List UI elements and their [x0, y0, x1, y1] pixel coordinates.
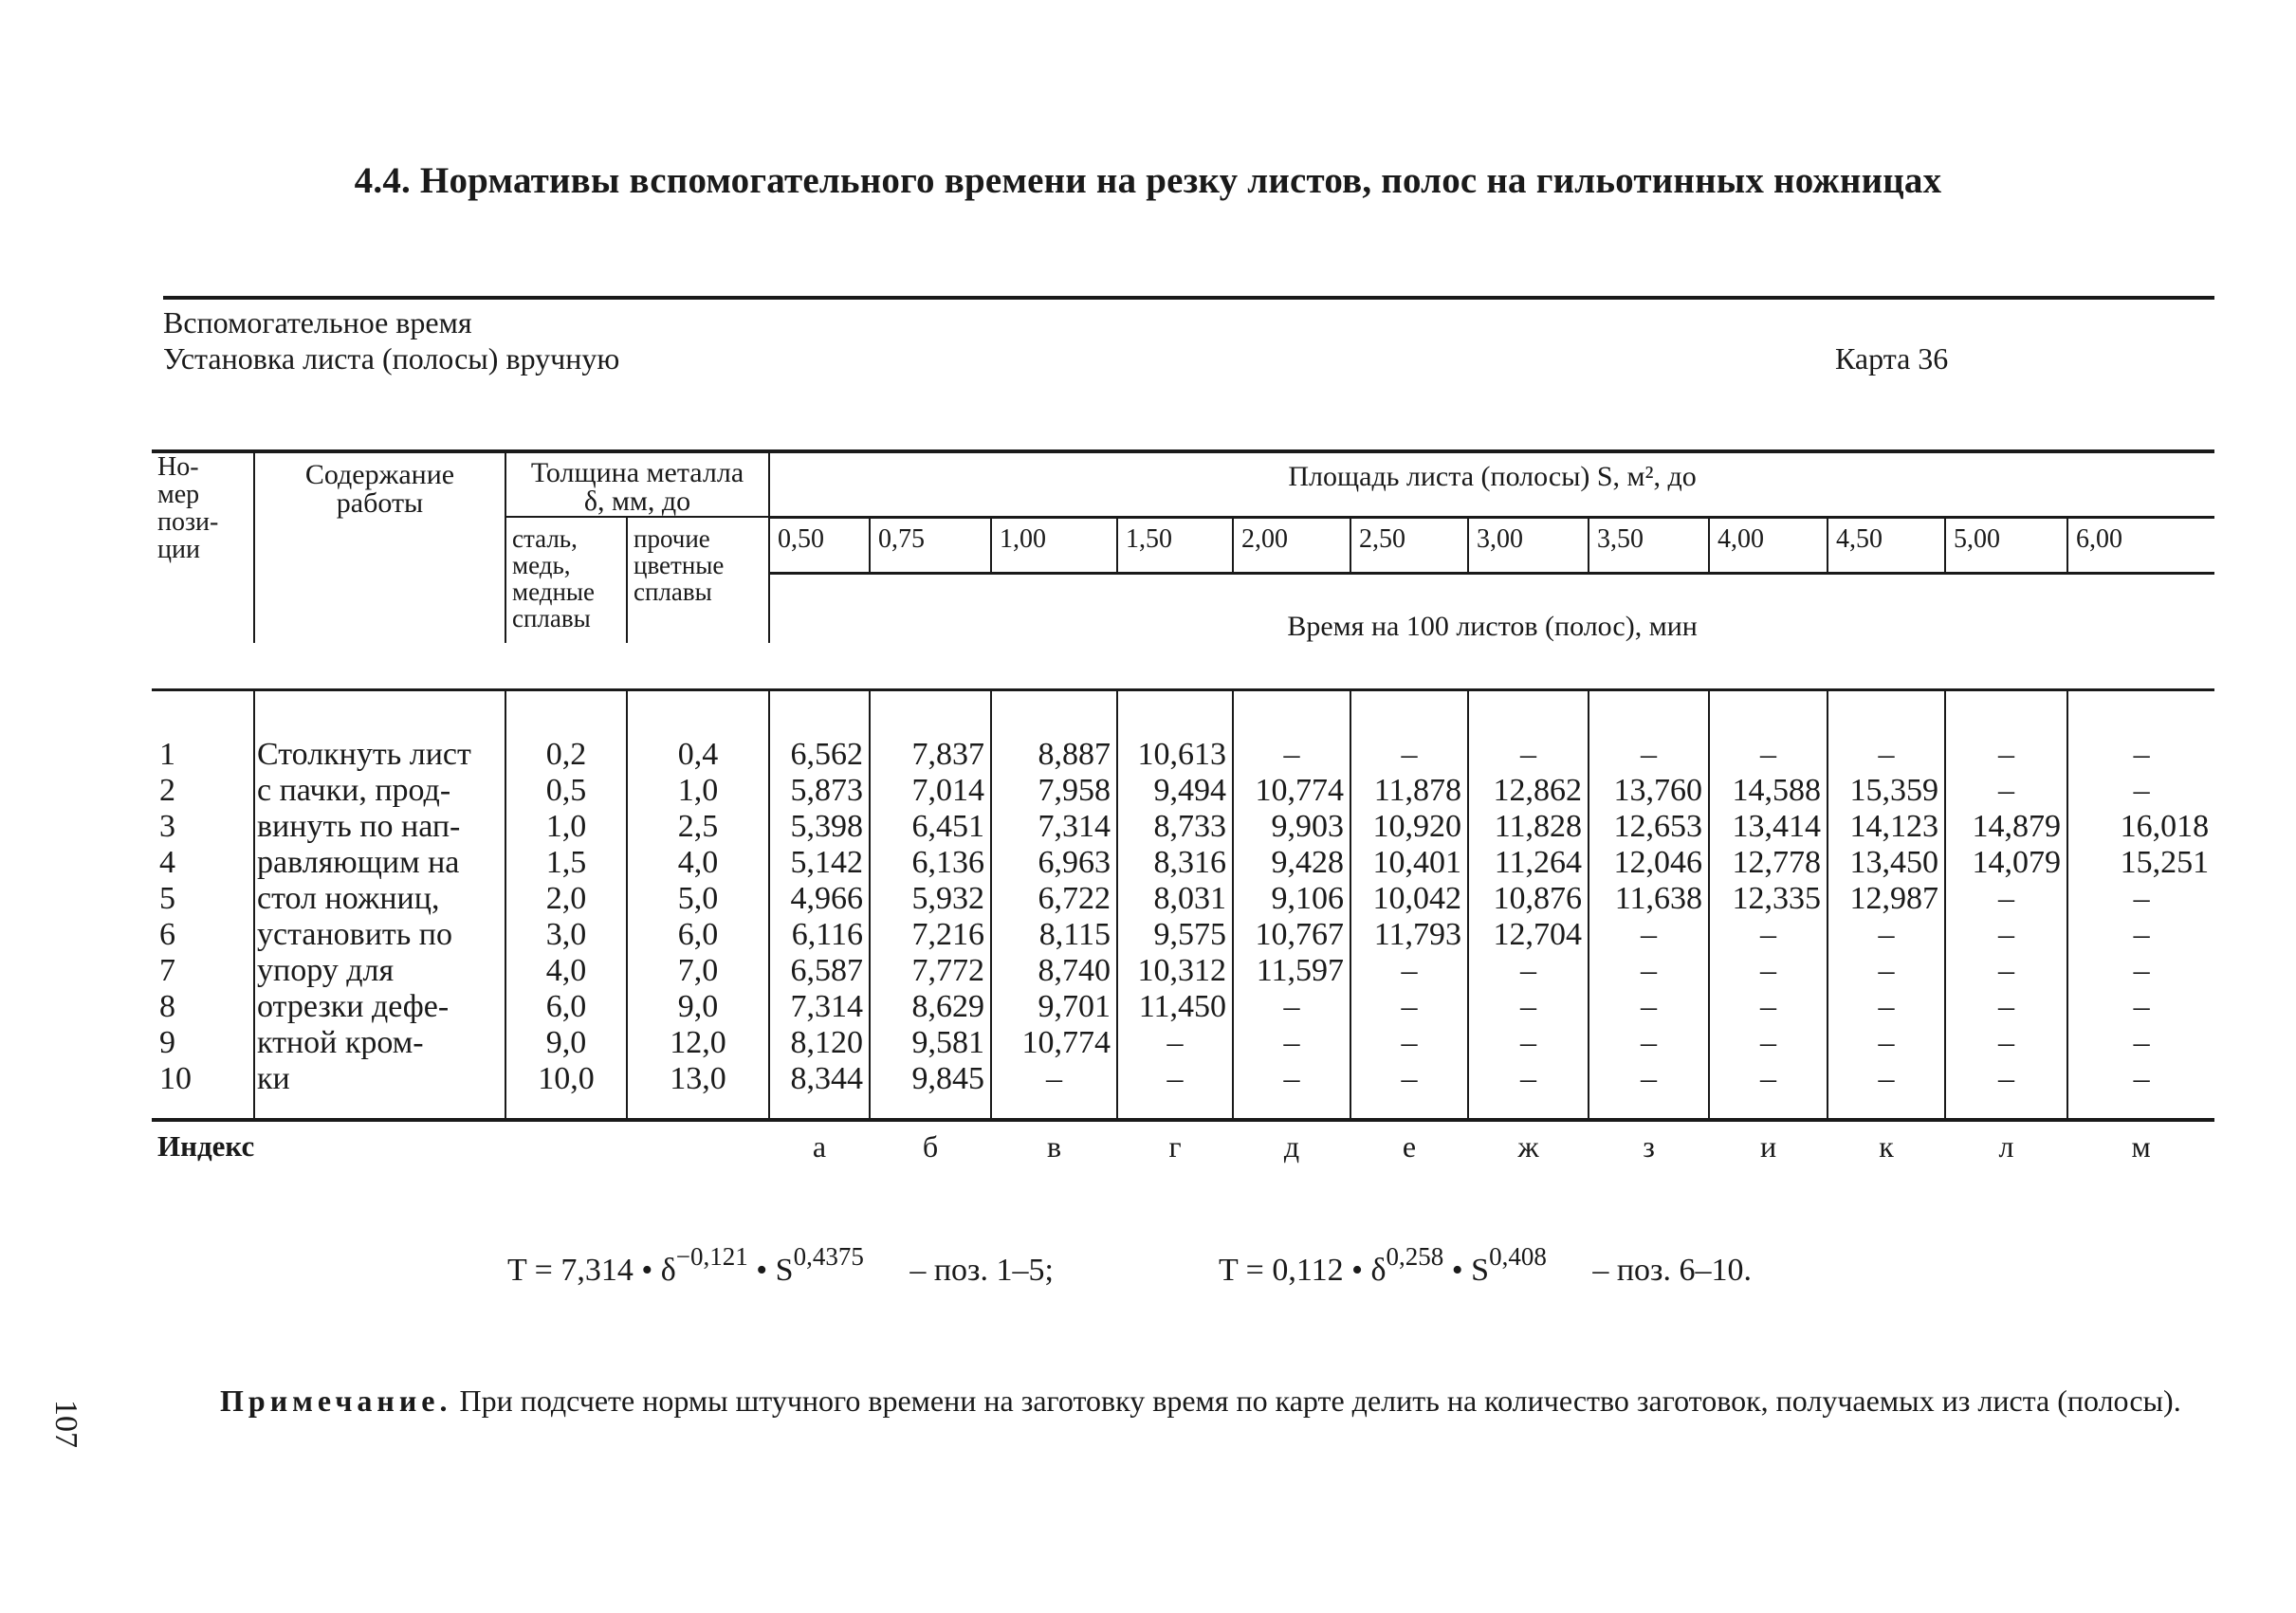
index-d: д [1233, 1120, 1350, 1177]
time-cell: 8,031 [1117, 881, 1233, 917]
row-thickness-steel: 10,0 [505, 1061, 627, 1120]
row-thickness-other: 1,0 [627, 773, 769, 809]
row-number: 8 [152, 989, 254, 1025]
time-cell: – [1468, 689, 1589, 773]
time-cell: 10,613 [1117, 689, 1233, 773]
row-thickness-steel: 4,0 [505, 953, 627, 989]
row-number: 2 [152, 773, 254, 809]
index-v: в [991, 1120, 1117, 1177]
note [173, 1381, 2212, 1421]
time-cell: 11,638 [1589, 881, 1709, 917]
row-thickness-steel: 9,0 [505, 1025, 627, 1061]
row-number: 3 [152, 809, 254, 845]
row-thickness-steel: 1,0 [505, 809, 627, 845]
time-cell: 10,774 [1233, 773, 1350, 809]
index-zh: ж [1468, 1120, 1589, 1177]
table-row [152, 1061, 2214, 1120]
subheading-operation: Установка листа (полосы) вручную [163, 341, 620, 376]
time-cell: – [1945, 917, 2067, 953]
index-b: б [870, 1120, 991, 1177]
row-content: ки [254, 1061, 505, 1120]
row-thickness-other: 4,0 [627, 845, 769, 881]
time-cell: 8,887 [991, 689, 1117, 773]
time-cell: – [1350, 1061, 1468, 1120]
time-cell: – [1828, 953, 1945, 989]
note-text: При подсчете нормы штучного времени на заготовку время по карте делить на количество заготовок, получаемых из листа (полосы). [459, 1384, 2181, 1418]
time-cell: – [1233, 1025, 1350, 1061]
index-i: и [1709, 1120, 1828, 1177]
time-cell: 8,733 [1117, 809, 1233, 845]
time-cell: 8,344 [769, 1061, 870, 1120]
time-cell: 8,740 [991, 953, 1117, 989]
time-cell: 15,251 [2120, 844, 2210, 880]
time-cell: – [1828, 1025, 1945, 1061]
row-thickness-other: 0,4 [627, 689, 769, 773]
time-cell: – [1350, 953, 1468, 989]
time-cell: – [1233, 689, 1350, 773]
time-cell: – [2133, 736, 2150, 772]
time-cell: – [1945, 881, 2067, 917]
time-cell: – [2133, 772, 2150, 808]
row-number: 5 [152, 881, 254, 917]
header-time: Время на 100 листов (полос), мин [1287, 610, 1698, 642]
table-row [152, 881, 2214, 917]
time-cell: 7,216 [870, 917, 991, 953]
time-cell: – [1945, 689, 2067, 773]
time-cell: – [1945, 1061, 2067, 1120]
area-col-1: 0,50 [769, 517, 870, 573]
card-number: Карта 36 [1835, 341, 1949, 376]
time-cell: 14,588 [1709, 773, 1828, 809]
header-thickness: Толщина металла δ, мм, до [505, 451, 769, 517]
time-cell: 10,920 [1350, 809, 1468, 845]
top-rule [163, 296, 2214, 300]
time-cell: 6,722 [991, 881, 1117, 917]
time-cell: – [1589, 989, 1709, 1025]
row-thickness-other: 9,0 [627, 989, 769, 1025]
time-cell: – [1828, 917, 1945, 953]
time-cell: – [1589, 689, 1709, 773]
area-col-9: 4,00 [1709, 517, 1828, 573]
row-thickness-other: 6,0 [627, 917, 769, 953]
time-cell: 7,837 [870, 689, 991, 773]
time-cell: 14,079 [1945, 845, 2067, 881]
row-thickness-steel: 3,0 [505, 917, 627, 953]
time-cell: – [1468, 953, 1589, 989]
row-number: 7 [152, 953, 254, 989]
area-col-11: 5,00 [1945, 517, 2067, 573]
table-row [152, 809, 2214, 845]
time-cell: 10,774 [991, 1025, 1117, 1061]
row-number: 1 [152, 689, 254, 773]
time-cell: 7,772 [870, 953, 991, 989]
subheading-aux-time: Вспомогательное время [163, 305, 472, 339]
table-row [152, 773, 2214, 809]
time-cell: 10,401 [1350, 845, 1468, 881]
time-cell: – [2133, 952, 2150, 988]
time-cell: 16,018 [2120, 808, 2210, 844]
time-cell: 5,142 [769, 845, 870, 881]
table-body [152, 689, 2214, 1120]
row-content: стол ножниц, [254, 881, 505, 917]
time-cell: – [1233, 1061, 1350, 1120]
row-content: отрезки дефе- [254, 989, 505, 1025]
time-cell: 11,450 [1117, 989, 1233, 1025]
time-cell: – [1709, 989, 1828, 1025]
time-cell: 8,316 [1117, 845, 1233, 881]
time-cell: 6,963 [991, 845, 1117, 881]
time-cell: 11,597 [1233, 953, 1350, 989]
row-number: 10 [152, 1061, 254, 1120]
index-label: Индекс [152, 1120, 769, 1177]
time-cell: 6,116 [769, 917, 870, 953]
time-cell: 7,014 [870, 773, 991, 809]
time-cell: 10,767 [1233, 917, 1350, 953]
time-cell: 11,878 [1350, 773, 1468, 809]
time-cell: 7,314 [991, 809, 1117, 845]
time-cell: – [1828, 989, 1945, 1025]
time-cell: – [1589, 1061, 1709, 1120]
time-cell: 11,264 [1468, 845, 1589, 881]
time-cell: – [1117, 1025, 1233, 1061]
time-cell: – [1350, 689, 1468, 773]
time-cell: 7,314 [769, 989, 870, 1025]
table-row [152, 1025, 2214, 1061]
row-number: 6 [152, 917, 254, 953]
time-cell: – [1709, 689, 1828, 773]
row-thickness-steel: 6,0 [505, 989, 627, 1025]
row-thickness-other: 5,0 [627, 881, 769, 917]
row-content: равляющим на [254, 845, 505, 881]
header-other-alloys: прочие цветные сплавы [627, 517, 769, 643]
time-cell: – [1945, 989, 2067, 1025]
time-cell: 12,653 [1589, 809, 1709, 845]
table-row [152, 845, 2214, 881]
table-row [152, 689, 2214, 773]
time-cell: 15,359 [1828, 773, 1945, 809]
time-cell: 13,760 [1589, 773, 1709, 809]
index-e: е [1350, 1120, 1468, 1177]
time-cell: 12,704 [1468, 917, 1589, 953]
row-content: ктной кром- [254, 1025, 505, 1061]
time-cell: 8,115 [991, 917, 1117, 953]
row-content: винуть по нап- [254, 809, 505, 845]
row-content: с пачки, прод- [254, 773, 505, 809]
row-thickness-steel: 1,5 [505, 845, 627, 881]
index-z: з [1589, 1120, 1709, 1177]
time-cell: – [1709, 917, 1828, 953]
time-cell: – [2133, 1060, 2150, 1096]
time-cell: – [1350, 1025, 1468, 1061]
time-cell: 10,042 [1350, 881, 1468, 917]
time-cell: – [1945, 953, 2067, 989]
index-l: л [1945, 1120, 2067, 1177]
header-steel: сталь, медь, медные сплавы [505, 517, 627, 643]
time-cell: – [1589, 1025, 1709, 1061]
row-number: 9 [152, 1025, 254, 1061]
time-cell: – [1233, 989, 1350, 1025]
row-thickness-other: 7,0 [627, 953, 769, 989]
time-cell: 9,581 [870, 1025, 991, 1061]
time-cell: – [1589, 917, 1709, 953]
time-cell: 5,932 [870, 881, 991, 917]
time-cell: – [1709, 1061, 1828, 1120]
time-cell: – [1709, 1025, 1828, 1061]
index-g: г [1117, 1120, 1233, 1177]
row-thickness-other: 12,0 [627, 1025, 769, 1061]
time-cell: 12,335 [1709, 881, 1828, 917]
index-row [152, 1120, 2214, 1177]
table-row [152, 989, 2214, 1025]
index-k: к [1828, 1120, 1945, 1177]
formula-pos-1-5: T = 7,314 • $\delta^{-0,121}$ • $S^{0,4375}$ – поз. 1–5; [507, 1242, 1054, 1288]
time-cell: 8,120 [769, 1025, 870, 1061]
norms-table [152, 449, 2214, 1177]
time-cell: – [2133, 916, 2150, 952]
time-cell: 6,451 [870, 809, 991, 845]
time-cell: 14,879 [1945, 809, 2067, 845]
time-cell: – [1828, 1061, 1945, 1120]
time-cell: 9,845 [870, 1061, 991, 1120]
area-col-8: 3,50 [1589, 517, 1709, 573]
time-cell: 12,987 [1828, 881, 1945, 917]
row-content: упору для [254, 953, 505, 989]
header-number: Но- мер пози- ции [152, 451, 254, 643]
table-row [152, 953, 2214, 989]
index-a: а [769, 1120, 870, 1177]
time-cell: 12,862 [1468, 773, 1589, 809]
table-row [152, 917, 2214, 953]
time-cell: 9,575 [1117, 917, 1233, 953]
time-cell: – [1709, 953, 1828, 989]
row-thickness-other: 2,5 [627, 809, 769, 845]
row-number: 4 [152, 845, 254, 881]
time-cell: – [1468, 1061, 1589, 1120]
time-cell: 6,562 [769, 689, 870, 773]
row-thickness-steel: 2,0 [505, 881, 627, 917]
time-cell: 6,136 [870, 845, 991, 881]
time-cell: – [1350, 989, 1468, 1025]
index-m: м [2067, 1120, 2214, 1177]
time-cell: 12,046 [1589, 845, 1709, 881]
row-content: установить по [254, 917, 505, 953]
time-cell: 5,398 [769, 809, 870, 845]
time-cell: 8,629 [870, 989, 991, 1025]
time-cell: – [1945, 1025, 2067, 1061]
time-cell: 13,450 [1828, 845, 1945, 881]
time-cell: 10,312 [1117, 953, 1233, 989]
formula-pos-6-10: T = 0,112 • $\delta^{0,258}$ • S$^{0,408}$ – поз. 6–10. [1219, 1242, 1752, 1288]
row-thickness-steel: 0,5 [505, 773, 627, 809]
time-cell: – [1468, 989, 1589, 1025]
time-cell: – [991, 1061, 1117, 1120]
area-col-12: 6,00 [2067, 517, 2214, 573]
time-cell: 13,414 [1709, 809, 1828, 845]
area-col-6: 2,50 [1350, 517, 1468, 573]
time-cell: 9,494 [1117, 773, 1233, 809]
area-col-4: 1,50 [1117, 517, 1233, 573]
time-cell: 11,828 [1468, 809, 1589, 845]
page-title: 4.4. Нормативы вспомогательного времени на резку листов, полос на гильотинных ножницах [354, 160, 1942, 201]
time-cell: – [1945, 773, 2067, 809]
time-cell: 9,903 [1233, 809, 1350, 845]
time-cell: – [1828, 689, 1945, 773]
time-cell: 10,876 [1468, 881, 1589, 917]
time-cell: – [1589, 953, 1709, 989]
time-cell: 14,123 [1828, 809, 1945, 845]
time-cell: – [2133, 988, 2150, 1024]
time-cell: 9,428 [1233, 845, 1350, 881]
area-col-7: 3,00 [1468, 517, 1589, 573]
area-col-2: 0,75 [870, 517, 991, 573]
row-content: Столкнуть лист [254, 689, 505, 773]
time-cell: – [1468, 1025, 1589, 1061]
header-content: Содержание работы [254, 451, 505, 643]
time-cell: 5,873 [769, 773, 870, 809]
time-cell: – [2133, 1024, 2150, 1060]
area-col-10: 4,50 [1828, 517, 1945, 573]
area-col-3: 1,00 [991, 517, 1117, 573]
time-cell: 12,778 [1709, 845, 1828, 881]
page-number: 107 [48, 1400, 83, 1448]
time-cell: 9,106 [1233, 881, 1350, 917]
row-thickness-steel: 0,2 [505, 689, 627, 773]
time-cell: – [2133, 880, 2150, 916]
header-area: Площадь листа (полосы) S, м², до [769, 451, 2214, 517]
area-col-5: 2,00 [1233, 517, 1350, 573]
note-label: Примечание. [220, 1384, 452, 1418]
time-cell: 9,701 [991, 989, 1117, 1025]
time-cell: – [1117, 1061, 1233, 1120]
row-thickness-other: 13,0 [627, 1061, 769, 1120]
time-cell: 7,958 [991, 773, 1117, 809]
time-cell: 6,587 [769, 953, 870, 989]
time-cell: 4,966 [769, 881, 870, 917]
time-cell: 11,793 [1350, 917, 1468, 953]
